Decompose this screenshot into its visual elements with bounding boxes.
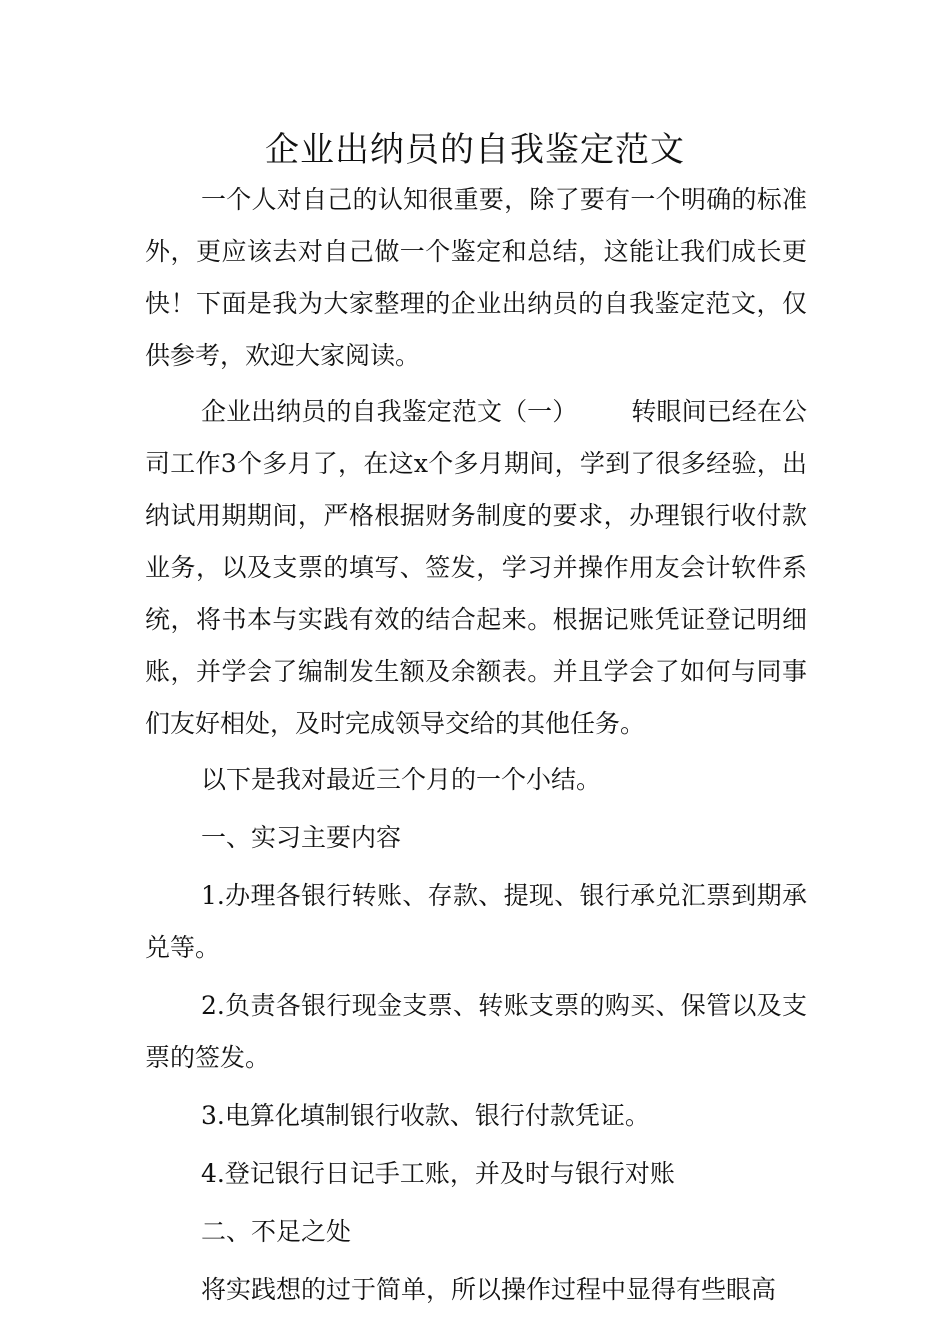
list-item-2: 2.负责各银行现金支票、转账支票的购买、保管以及支票的签发。 — [145, 991, 807, 1072]
intro-paragraph: 一个人对自己的认知很重要，除了要有一个明确的标准外，更应该去对自己做一个鉴定和总结，这能让我们成长更快！下面是我为大家整理的企业出纳员的自我鉴定范文，仅供参考，欢迎大家阅读。 — [145, 185, 807, 370]
example-one-body: 转眼间已经在公司工作3个多月了，在这x个多月期间，学到了很多经验，出纳试用期期间，严格根据财务制度的要求，办理银行收付款业务，以及支票的填写、签发，学习并操作用友会计软件系统，将书本与实践有效的结合起来。根据记账凭证登记明细账，并学会了编制发生额及余额表。并且学会了如何与同事们友好相处，及时完成领导交给的其他任务。 — [145, 397, 807, 738]
list-item-3: 3.电算化填制银行收款、银行付款凭证。 — [201, 1101, 650, 1130]
example-one-paragraph — [145, 386, 807, 750]
example-one-heading: 企业出纳员的自我鉴定范文（一） — [201, 397, 578, 426]
section-heading-main-content: 一、实习主要内容 — [201, 823, 402, 852]
summary-intro-paragraph: 以下是我对最近三个月的一个小结。 — [201, 765, 602, 794]
list-item-1: 1.办理各银行转账、存款、提现、银行承兑汇票到期承兑等。 — [145, 881, 807, 962]
list-item-4: 4.登记银行日记手工账，并及时与银行对账 — [201, 1159, 675, 1188]
shortcomings-paragraph: 将实践想的过于简单，所以操作过程中显得有些眼高 — [201, 1275, 777, 1304]
section-heading-shortcomings: 二、不足之处 — [201, 1217, 352, 1246]
document-body — [145, 174, 807, 1316]
document-title: 企业出纳员的自我鉴定范文 — [265, 130, 685, 170]
